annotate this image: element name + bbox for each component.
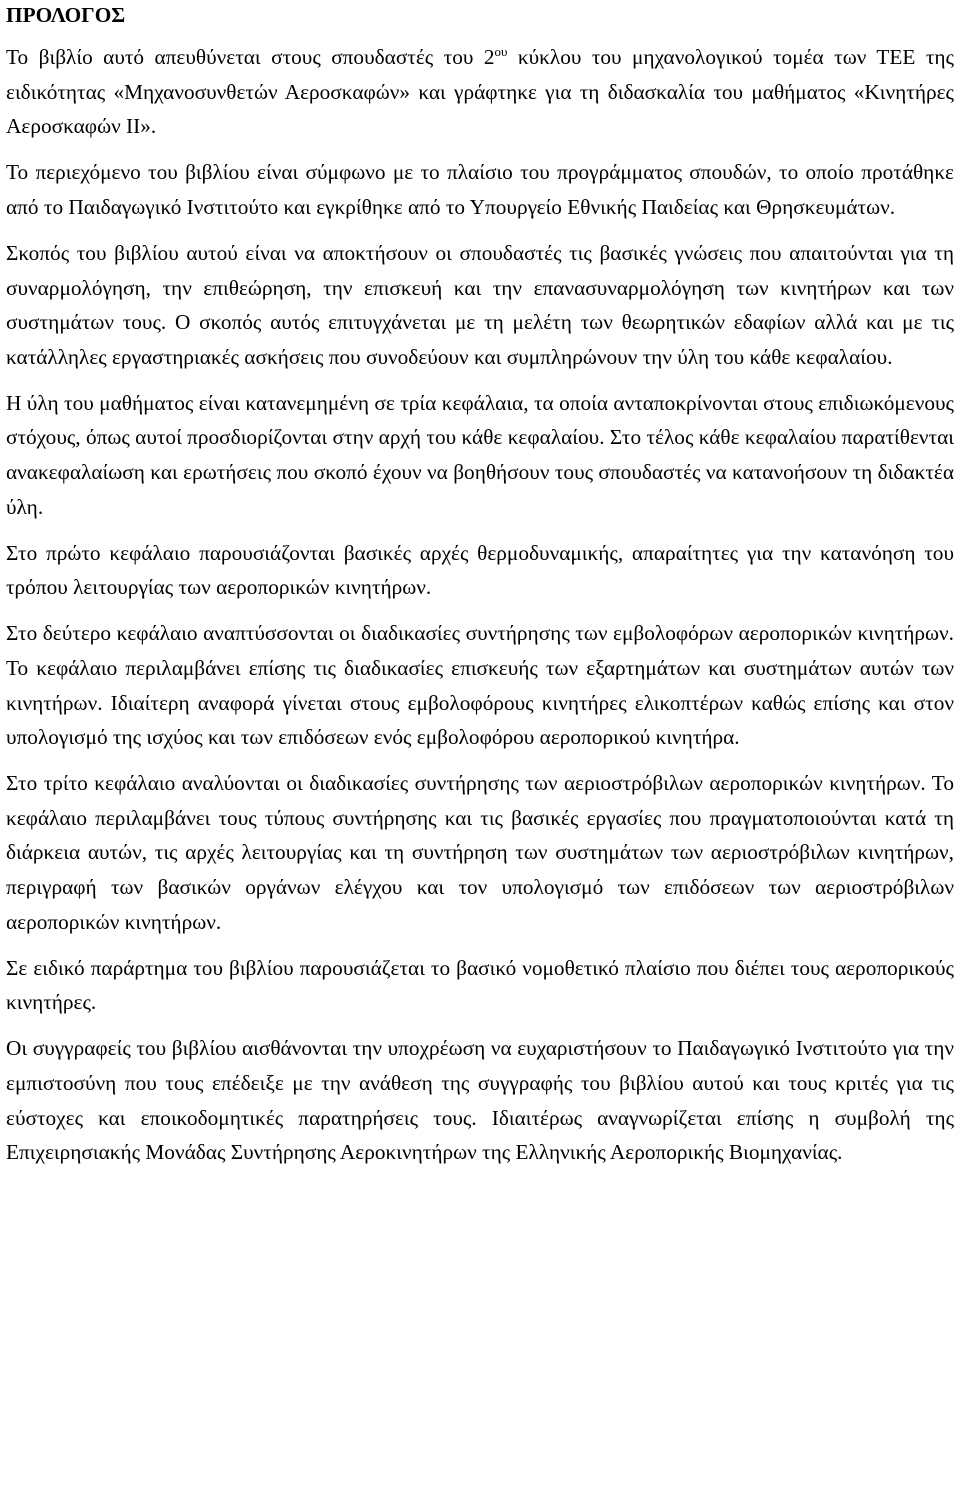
paragraph-chapter-one: Στο πρώτο κεφάλαιο παρουσιάζονται βασικές αρχές θερμοδυναμικής, απαραίτητες για την κατανόηση του τρόπου λειτουργίας των αεροπορικών κινητήρων. [6, 540, 954, 600]
paragraph-chapter-three: Στο τρίτο κεφάλαιο αναλύονται οι διαδικασίες συντήρησης των αεριοστρόβιλων αεροπορικών κινητήρων. Το κεφάλαιο περιλαμβάνει τους τύπους συντήρησης και τις βασικές εργασίες που πραγματοποιούνται κατά τη διάρκεια αυτών, τις αρχές λειτουργίας και τη συντήρηση των συστημάτων των αεριοστρόβιλων κινητήρων, περιγραφή των βασικών οργάνων ελέγχου και τον υπολογισμό των επιδόσεων των αεριοστρόβιλων αεροπορικών κινητήρων. [6, 771, 954, 934]
paragraph-purpose: Σκοπός του βιβλίου αυτού είναι να αποκτήσουν οι σπουδαστές τις βασικές γνώσεις που απαιτούνται για τη συναρμολόγηση, την επιθεώρηση, την επισκευή και την επανασυναρμολόγηση των κινητήρων και των συστημάτων τους. Ο σκοπός αυτός επιτυγχάνεται με τη μελέτη των θεωρητικών εδαφίων αλλά και με τις κατάλληλες εργαστηριακές ασκήσεις που συνοδεύουν και συμπληρώνουν την ύλη του κάθε κεφαλαίου. [6, 240, 954, 369]
page-title: ΠΡΟΛΟΓΟΣ [6, 3, 126, 27]
document-page [6, 0, 954, 1170]
ordinal-superscript: ου [494, 43, 508, 59]
paragraph-intro [6, 40, 954, 144]
paragraph-structure: Η ύλη του μαθήματος είναι κατανεμημένη σε τρία κεφάλαια, τα οποία ανταποκρίνονται στους επιδιωκόμενους στόχους, όπως αυτοί προσδιορίζονται στην αρχή του κάθε κεφαλαίου. Στο τέλος κάθε κεφαλαίου παρατίθενται ανακεφαλαίωση και ερωτήσεις που σκοπό έχουν να βοηθήσουν τους σπουδαστές να κατανοήσουν τη διδακτέα ύλη. [6, 390, 954, 519]
intro-text-start: Το βιβλίο αυτό απευθύνεται στους σπουδαστές του 2 [6, 45, 495, 69]
paragraph-appendix: Σε ειδικό παράρτημα του βιβλίου παρουσιάζεται το βασικό νομοθετικό πλαίσιο που διέπει τους αεροπορικούς κινητήρες. [6, 955, 954, 1015]
intro-text-end: κύκλου του μηχανολογικού τομέα των ΤΕΕ της ειδικότητας «Μηχανοσυνθετών Αεροσκαφών» και γράφτηκε για τη διδασκαλία του μαθήματος «Κινητήρες Αεροσκαφών ΙΙ». [6, 45, 954, 139]
paragraph-curriculum: Το περιεχόμενο του βιβλίου είναι σύμφωνο με το πλαίσιο του προγράμματος σπουδών, το οποίο προτάθηκε από το Παιδαγωγικό Ινστιτούτο και εγκρίθηκε από το Υπουργείο Εθνικής Παιδείας και Θρησκευμάτων. [6, 160, 954, 219]
paragraph-chapter-two: Στο δεύτερο κεφάλαιο αναπτύσσονται οι διαδικασίες συντήρησης των εμβολοφόρων αεροπορικών κινητήρων. Το κεφάλαιο περιλαμβάνει επίσης τις διαδικασίες επισκευής των εξαρτημάτων και συστημάτων αυτών των κινητήρων. Ιδιαίτερη αναφορά γίνεται στους εμβολοφόρους κινητήρες ελικοπτέρων καθώς επίσης και στον υπολογισμό της ισχύος και των επιδόσεων ενός εμβολοφόρου αεροπορικού κινητήρα. [6, 621, 954, 750]
paragraph-acknowledgements: Οι συγγραφείς του βιβλίου αισθάνονται την υποχρέωση να ευχαριστήσουν το Παιδαγωγικό Ινστιτούτο για την εμπιστοσύνη που τους επέδειξε με την ανάθεση της συγγραφής του βιβλίου αυτού και τους κριτές για τις εύστοχες και εποικοδομητικές παρατηρήσεις τους. Ιδιαιτέρως αναγνωρίζεται επίσης η συμβολή της Επιχειρησιακής Μονάδας Συντήρησης Αεροκινητήρων της Ελληνικής Αεροπορικής Βιομηχανίας. [6, 1036, 954, 1165]
